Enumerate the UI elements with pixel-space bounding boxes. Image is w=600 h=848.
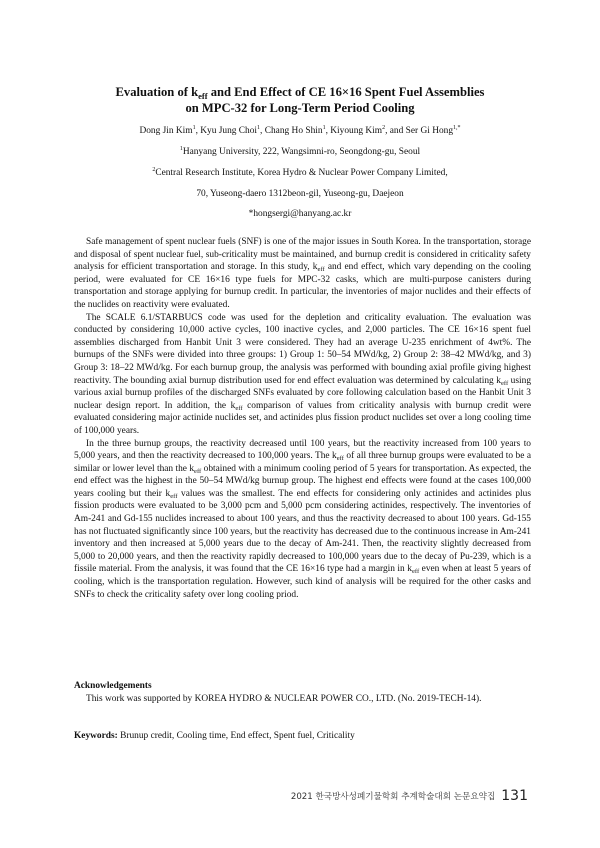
- corresponding-email: *hongsergi@hanyang.ac.kr: [248, 209, 352, 219]
- paragraph-2: The SCALE 6.1/STARBUCS code was used for the depletion and criticality evaluation. The evaluation was conducted by considering 10,000 active cycles, 100 inactive cycles, and 2,000 particles. The CE 16×16 spent fuel assemblies discharged from Hanbit Unit 3 were considered. They had an average U-235 enrichment of 4wt%. The burnups of the SNFs were divided into three groups: 1) Group 1: 50–54 MWd/kg, 2) Group 2: 38–42 MWd/kg, and 3) Group 3: 18–22 MWd/kg. For each burnup group, the analysis was performed with bounding axial profile giving highest reactivity. The bounding axial burnup distribution used for end effect evaluation was determined by calculating $k_{eff}$ using various axial burnup profiles of the discharged SNFs evaluated by core following calculation based on the Hanbit Unit 3 nuclear design report. In addition, the $k_{eff}$ comparison of values from criticality analysis with burnup credit were evaluated considering major actinide nuclides set, and actinides plus fission product nuclides set over a long cooling time of 100,000 years.: [74, 312, 532, 436]
- page-footer: [291, 788, 528, 804]
- author-list: Dong Jin Kim$^1$, Kyu Jung Choi$^1$, Chang Ho Shin$^1$, Kiyoung Kim$^2$, and Ser Gi Hong$^{1,*}$: [139, 125, 461, 136]
- footer-text: 2021 한국방사성폐기물학회 추계학술대회 논문요약집: [290, 792, 496, 802]
- paragraph-3: In the three burnup groups, the reactivity decreased until 100 years, but the reactivity increased from 100 years to 5,000 years, and then the reactivity decreased to 100,000 years. The $k_{eff}$ of all three burnup groups were evaluated to be a similar or lower level than the $k_{eff}$ obtained with a minimum cooling period of 5 years for transportation. As expected, the end effect was the highest in the 50–54 MWd/kg burnup group. The highest end effects were found at the cases 100,000 years cooling but their $k_{eff}$ values was the smallest. The end effects for considering only actinides and actinides plus fission products were evaluated to be 3,000 pcm and 5,000 pcm considering actinides, respectively. The inventories of Am-241 and Gd-155 nuclides increased to about 100 years, and thus the reactivity decreased to about 100 years. Gd-155 has not fluctuated significantly since 100 years, but the reactivity has decreased due to the continuous increase in Am-241 inventory and then increased at 5,000 years due to the decay of Am-241. Then, the reactivity slightly decreased from 5,000 to 20,000 years, and then the reactivity rapidly decreased to 100,000 years due to the decay of Pu-239, which is a fissile material. From the analysis, it was found that the CE 16×16 type had a margin in $k_{eff}$ even when at least 5 years of cooling, which is the transportation regulation. However, such kind of analysis will be required for the other casks and SNFs to check the criticality safety over long cooling priod.: [74, 438, 531, 600]
- abstract-body: [74, 236, 531, 601]
- affiliation-2: $^2$Central Research Institute, Korea Hydro & Nuclear Power Company Limited,: [152, 167, 448, 178]
- paragraph-1: Safe management of spent nuclear fuels (SNF) is one of the major issues in South Korea. In the transportation, storage and disposal of spent nuclear fuel, sub-criticality must be maintained, and burnup credit is considered in criticality safety analysis for efficient transportation and storage. In this study, $k_{eff}$ and end effect, which vary depending on the cooling period, were evaluated for CE 16×16 type fuels for MPC-32 casks, which are multi-purpose canisters during transportation and storage applying for burnup credit. In particular, the inventories of major nuclides and their effects of the nuclides on reactivity were evaluated.: [74, 237, 531, 310]
- acknowledgements-heading: Acknowledgements: [74, 681, 152, 691]
- acknowledgements-text: This work was supported by KOREA HYDRO & NUCLEAR POWER CO., LTD. (No. 2019-TECH-14).: [86, 694, 482, 704]
- paper-title: Evaluation of $k_{eff}$ and End Effect of CE 16×16 Spent Fuel Assemblies on MPC-32 for Long-Term Period Cooling: [115, 85, 485, 115]
- affiliation-2-address: 70, Yuseong-daero 1312beon-gil, Yuseong-gu, Daejeon: [196, 189, 404, 199]
- affiliation-1: $^1$Hanyang University, 222, Wangsimni-ro, Seongdong-gu, Seoul: [179, 146, 421, 157]
- keywords: Keywords: Brunup credit, Cooling time, End effect, Spent fuel, Criticality: [74, 731, 355, 741]
- page-number: 131: [501, 788, 528, 804]
